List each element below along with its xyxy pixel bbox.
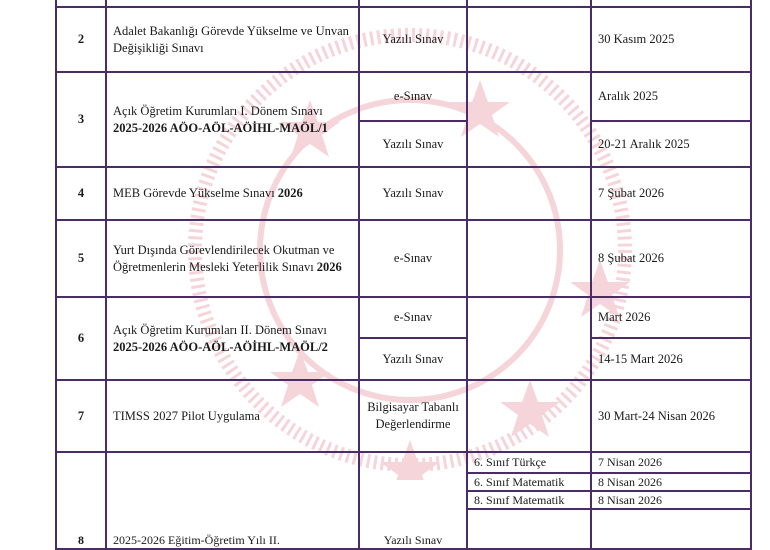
exam-type: Yazılı Sınav <box>359 338 467 380</box>
exam-date: 30 Mart-24 Nisan 2026 <box>591 380 751 452</box>
exam-name: MEB Görevde Yükselme Sınavı 2026 <box>106 167 359 220</box>
empty-cell <box>467 72 591 167</box>
exam-name: TIMSS 2027 Pilot Uygulama <box>106 380 359 452</box>
row-number: 2 <box>56 7 106 72</box>
empty-cell <box>467 220 591 297</box>
empty-cell <box>467 297 591 380</box>
empty-cell <box>591 509 751 549</box>
exam-date: 8 Şubat 2026 <box>591 220 751 297</box>
exam-type: e-Sınav <box>359 220 467 297</box>
table-row <box>56 380 751 452</box>
empty-cell <box>467 509 591 549</box>
exam-name: Açık Öğretim Kurumları I. Dönem Sınavı 2025-2026 AÖO-AÖL-AÖİHL-MAÖL/1 <box>106 72 359 167</box>
exam-name: Açık Öğretim Kurumları II. Dönem Sınavı 2025-2026 AÖO-AÖL-AÖİHL-MAÖL/2 <box>106 297 359 380</box>
table-row <box>56 297 751 338</box>
exam-date: 7 Şubat 2026 <box>591 167 751 220</box>
exam-date: Aralık 2025 <box>591 72 751 121</box>
table-row <box>56 220 751 297</box>
row-number: 6 <box>56 297 106 380</box>
exam-date: Mart 2026 <box>591 297 751 338</box>
exam-name: 2025-2026 Eğitim-Öğretim Yılı II. <box>106 452 359 549</box>
exam-type: Yazılı Sınav <box>359 7 467 72</box>
empty-cell <box>467 7 591 72</box>
exam-date: 20-21 Aralık 2025 <box>591 121 751 167</box>
exam-calendar-table <box>55 0 752 550</box>
row-number: 4 <box>56 167 106 220</box>
row-number: 8 <box>56 452 106 549</box>
empty-cell <box>467 380 591 452</box>
subject: 6. Sınıf Türkçe <box>467 452 591 473</box>
exam-type: e-Sınav <box>359 297 467 338</box>
exam-type: Yazılı Sınav <box>359 452 467 549</box>
exam-date: 7 Nisan 2026 <box>591 452 751 473</box>
exam-type: Bilgisayar Tabanlı Değerlendirme <box>359 380 467 452</box>
row-number: 7 <box>56 380 106 452</box>
subject: 6. Sınıf Matematik <box>467 473 591 491</box>
empty-cell <box>467 167 591 220</box>
subject: 8. Sınıf Matematik <box>467 491 591 509</box>
exam-date: 8 Nisan 2026 <box>591 491 751 509</box>
exam-date: 30 Kasım 2025 <box>591 7 751 72</box>
exam-type: Yazılı Sınav <box>359 167 467 220</box>
exam-type: Yazılı Sınav <box>359 121 467 167</box>
table-row <box>56 452 751 473</box>
row-number: 5 <box>56 220 106 297</box>
exam-date: 8 Nisan 2026 <box>591 473 751 491</box>
exam-name: Adalet Bakanlığı Görevde Yükselme ve Unvan Değişikliği Sınavı <box>106 7 359 72</box>
exam-name: Yurt Dışında Görevlendirilecek Okutman ve Öğretmenlerin Mesleki Yeterlilik Sınavı 2026 <box>106 220 359 297</box>
exam-type: e-Sınav <box>359 72 467 121</box>
table-row <box>56 167 751 220</box>
row-number: 3 <box>56 72 106 167</box>
table-row <box>56 7 751 72</box>
exam-date: 14-15 Mart 2026 <box>591 338 751 380</box>
table-row <box>56 72 751 121</box>
